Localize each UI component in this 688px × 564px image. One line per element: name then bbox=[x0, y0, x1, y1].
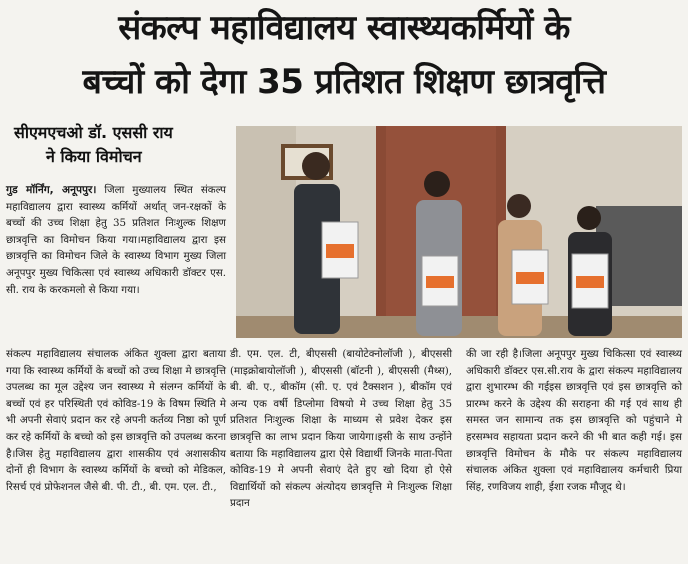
headline-line-2: बच्चों को देगा 35 प्रतिशत शिक्षण छात्रवृत्ति bbox=[82, 62, 606, 102]
article-text-intro: जिला मुख्यालय स्थित संकल्प महाविद्यालय द्वारा स्वास्थ्य कर्मियों अर्थात् जन-रक्षकों के बच्चों की उच्च शिक्षा हेतु 35 प्रतिशत निःशुल्क शिक्षण छात्रवृत्ति का विमोचन किया गया।महाविद्यालय द्वारा इस छात्रवृत्ति का विमोचन जिले के स्वास्थ्य विभाग मुख्य जिला अनूपपुर मुख्य चिकित्सा एवं स्वास्थ्य अधिकारी डॉक्टर एस. सी. राय के करकमलो से किया गया। bbox=[6, 184, 226, 296]
article-column-3: की जा रही है।जिला अनूपपुर मुख्य चिकित्सा एवं स्वास्थ्य अधिकारी डॉक्टर एस.सी.राय के द्वारा संकल्प महाविद्यालय द्वारा शुभारम्भ की गईइस छात्रवृत्ति एवं इस छात्रवृत्ति को प्रारम्भ करने के उद्देश्य की सराहना की गई एवं साथ ही समस्त जन सामान्य तक इस छात्रवृत्ति को पहुंचाने मे हरसम्भव सहायता प्रदान करने की भी बात कही गई। इस छात्रवृत्ति विमोचन के मौके पर संकल्प महाविद्यालय संचालक अंकित शुक्ला एवं महाविद्यालय कर्मचारी प्रिया सिंह, रणविजय शाही, ईशा रजक मौजूद थे। bbox=[466, 348, 682, 493]
news-photo bbox=[236, 126, 682, 338]
subheadline-line-1: सीएमएचओ डॉ. एससी राय bbox=[14, 123, 173, 142]
subheadline-line-2: ने किया विमोचन bbox=[46, 147, 142, 166]
article-column-1-bottom: संकल्प महाविद्यालय संचालक अंकित शुक्ला द्वारा बताया गया कि स्वास्थ्य कर्मियों के बच्चों को उच्च शिक्षा मे छात्रवृत्ति उपलब्ध का मूल उद्देश्य जन स्वास्थ्य मे संलग्न कर्मियों के बच्चों एवं हर परिस्थिती एवं कोविड-19 के विषम स्थिति मे भी अपनी सेवाएं प्रदान कर रहे अपनी कर्तव्य निष्ठा को पूर्ण कर रहे कर्मियों के बच्चो को इस छात्रवृत्ति को उपलब्ध करना है।जिस हेतु महाविद्यालय द्वारा शासकीय एवं अशासकीय दोनों ही विभाग के स्वास्थ्य कर्मियों के बच्चो को मेडिकल, रिसर्च एवं प्रोफेशनल जैसे बी. पी. टी., बी. एम. एल. टी., bbox=[6, 348, 226, 493]
dateline: गुड मॉर्निंग, अनूपपुर। bbox=[6, 184, 97, 196]
article-column-1-top bbox=[6, 182, 226, 298]
headline-line-1: संकल्प महाविद्यालय स्वास्थ्यकर्मियों के bbox=[118, 8, 570, 48]
article-column-2: डी. एम. एल. टी, बीएससी (बायोटेक्नोलॉजी ), बीएससी (माइक्रोबायोलॉजी ), बीएससी (बॉटनी ), बीएससी (मैथ्स), बी. बी. ए., बीकॉम (सी. ए. एवं टैक्सशन ), बीकॉम एवं अन्य एक वर्षी डिप्लोमा विषयो मे उच्च शिक्षा हेतु 35 प्रतिशत निःशुल्क शिक्षा के माध्यम से प्रवेश देकर इस छात्रवृत्ति का लाभ प्रदान किया जायेगा।इसी के साथ उन्होंने बताया कि महाविद्यालय द्वारा ऐसे विद्यार्थी जिनके माता-पिता कोविड-19 मे अपनी सेवाएं देते हुए खो दिया हो ऐसे विद्यार्थियों को संकल्प अंत्योदय छात्रवृत्ति मे निःशुल्क शिक्षा प्रदान bbox=[230, 348, 452, 510]
